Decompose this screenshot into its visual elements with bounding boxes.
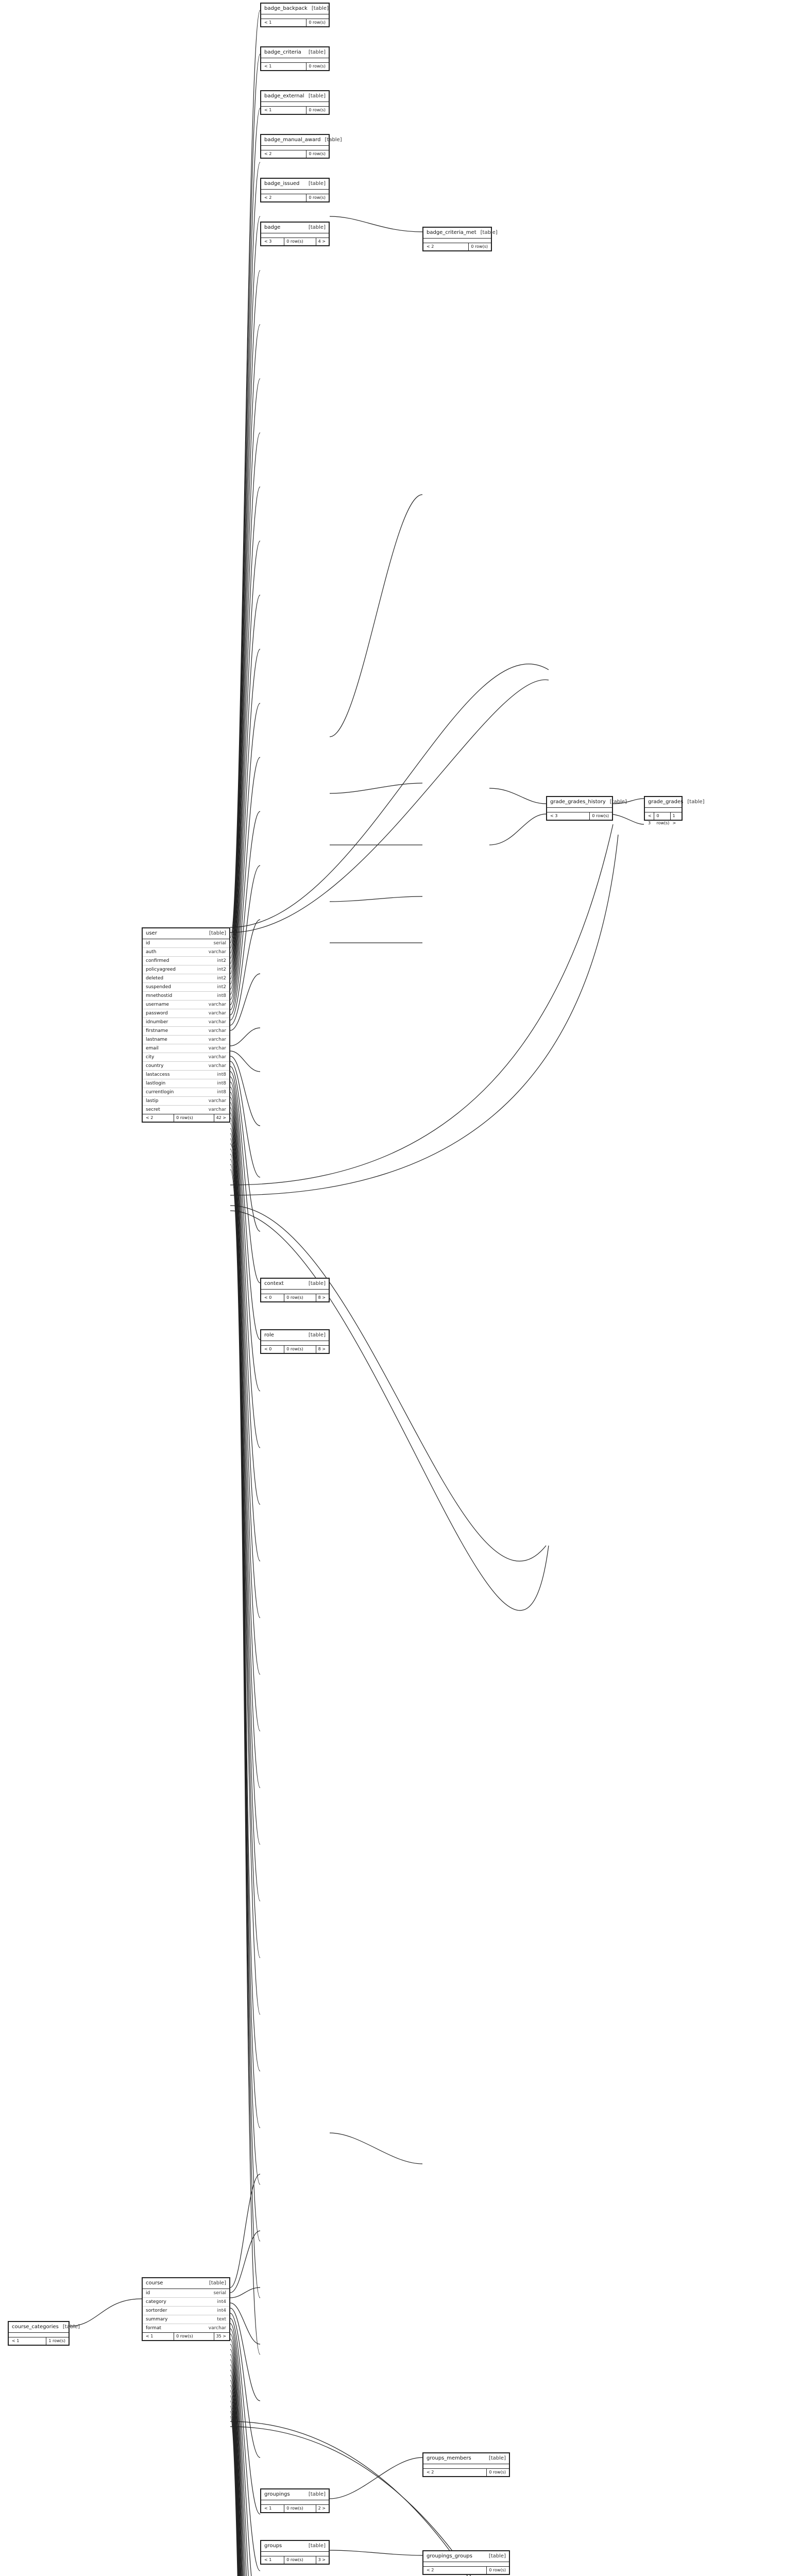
table-grade-grades[interactable] xyxy=(644,796,705,825)
row-count: 0 row(s) xyxy=(306,107,326,114)
child-count: 8 > xyxy=(316,1346,326,1353)
table-header xyxy=(143,2278,229,2289)
column-type: varchar xyxy=(208,1098,226,1104)
column-list xyxy=(143,939,229,1114)
row-count: 0 row(s) xyxy=(284,2505,303,2512)
table-footer xyxy=(261,2556,329,2564)
table-body xyxy=(9,2333,69,2337)
column-name: firstname xyxy=(146,1028,168,1033)
table-body xyxy=(261,1341,329,1346)
column-list xyxy=(143,2289,229,2333)
table-footer xyxy=(143,2333,229,2340)
table-name: groups xyxy=(264,2543,282,2549)
column-row xyxy=(143,1036,229,1044)
table-badge-criteria-met[interactable] xyxy=(422,227,498,251)
table-grade-grades-history[interactable] xyxy=(546,796,627,821)
column-type: varchar xyxy=(208,950,226,955)
table-context[interactable] xyxy=(260,1278,330,1302)
row-count: 0 row(s) xyxy=(284,1294,303,1301)
parent-count: < 2 xyxy=(146,1115,154,1120)
table-type: [table] xyxy=(488,2553,506,2559)
table-name: badge xyxy=(264,225,281,230)
table-type: [table] xyxy=(609,799,627,805)
parent-count: < 1 xyxy=(12,2338,20,2343)
table-groups[interactable] xyxy=(260,2540,330,2565)
table-name: groupings_groups xyxy=(427,2553,472,2559)
fk-line xyxy=(230,1206,546,1561)
table-header xyxy=(261,179,329,190)
column-name: country xyxy=(146,1063,164,1069)
fk-line xyxy=(330,2458,422,2499)
fk-line xyxy=(230,835,618,1195)
table-header xyxy=(143,928,229,939)
column-row xyxy=(143,2324,229,2332)
table-name: groupings xyxy=(264,2492,290,2497)
fk-line xyxy=(70,2299,142,2326)
column-name: sortorder xyxy=(146,2308,167,2313)
column-row xyxy=(143,1079,229,1088)
column-name: id xyxy=(146,2291,150,2296)
table-header xyxy=(261,2541,329,2552)
table-name: grade_grades_history xyxy=(550,799,606,805)
column-type: serial xyxy=(213,2291,226,2296)
table-type: [table] xyxy=(62,2324,80,2330)
column-name: category xyxy=(146,2299,166,2304)
table-body xyxy=(261,2500,329,2505)
fk-line xyxy=(230,824,613,1185)
table-footer xyxy=(645,812,682,825)
row-count: 0 row(s) xyxy=(589,812,609,820)
fk-line xyxy=(230,1211,549,1611)
table-body xyxy=(423,2562,509,2567)
column-row xyxy=(143,1088,229,1097)
table-footer xyxy=(261,19,329,26)
table-name: context xyxy=(264,1281,284,1286)
column-type: varchar xyxy=(208,1055,226,1060)
table-footer xyxy=(547,812,612,820)
column-row xyxy=(143,1071,229,1079)
table-user[interactable] xyxy=(142,927,230,1123)
column-type: varchar xyxy=(208,1028,226,1033)
fk-line xyxy=(608,814,644,824)
column-type: varchar xyxy=(208,1011,226,1016)
table-name: badge_external xyxy=(264,93,304,99)
table-body xyxy=(261,233,329,238)
table-header xyxy=(261,4,329,14)
row-count: 0 row(s) xyxy=(284,2556,303,2564)
column-row xyxy=(143,1001,229,1009)
row-count: 0 row(s) xyxy=(486,2469,506,2476)
row-count: 0 row(s) xyxy=(284,238,303,245)
column-type: varchar xyxy=(208,1063,226,1069)
child-count: 2 > xyxy=(316,2505,326,2512)
fk-line xyxy=(330,216,422,232)
table-course-categories[interactable] xyxy=(8,2321,80,2346)
parent-count: < 3 xyxy=(648,814,652,825)
child-count: 35 > xyxy=(214,2333,226,2340)
table-body xyxy=(423,239,491,243)
column-name: lastaccess xyxy=(146,1072,170,1077)
table-type: [table] xyxy=(308,1281,326,1286)
column-row xyxy=(143,1062,229,1071)
column-row xyxy=(143,1009,229,1018)
table-body xyxy=(261,146,329,150)
column-type: int2 xyxy=(217,985,226,990)
fk-line xyxy=(230,2231,260,2293)
table-footer xyxy=(261,63,329,70)
column-type: varchar xyxy=(208,1046,226,1051)
table-course[interactable] xyxy=(142,2277,230,2341)
column-row xyxy=(143,2289,229,2298)
table-body xyxy=(261,14,329,19)
table-type: [table] xyxy=(308,49,326,55)
row-count: 0 row(s) xyxy=(174,2333,193,2340)
row-count: 0 row(s) xyxy=(284,1346,303,1353)
fk-line xyxy=(230,664,549,927)
fk-line xyxy=(330,2550,422,2555)
column-type: int2 xyxy=(217,967,226,972)
fk-line xyxy=(330,495,422,737)
table-footer xyxy=(143,1114,229,1122)
column-row xyxy=(143,1027,229,1036)
column-row xyxy=(143,1106,229,1114)
column-row xyxy=(143,983,229,992)
table-type: [table] xyxy=(480,230,498,235)
fk-line xyxy=(330,783,422,793)
table-header xyxy=(261,223,329,233)
parent-count: < 1 xyxy=(264,2557,272,2562)
fk-line xyxy=(230,162,260,953)
column-name: secret xyxy=(146,1107,160,1112)
table-type: [table] xyxy=(308,2543,326,2549)
column-type: serial xyxy=(213,941,226,946)
child-count: 1 > xyxy=(670,812,678,820)
fk-line xyxy=(230,1051,260,1072)
parent-count: < 2 xyxy=(264,195,272,200)
child-count: 4 > xyxy=(316,238,326,245)
parent-count: < 2 xyxy=(427,244,434,249)
table-footer xyxy=(261,1294,329,1301)
fk-line xyxy=(230,270,260,963)
column-name: password xyxy=(146,1011,168,1016)
column-type: int8 xyxy=(217,1081,226,1086)
table-name: user xyxy=(146,930,157,936)
column-type: int2 xyxy=(217,958,226,963)
table-footer xyxy=(423,2469,509,2476)
table-type: [table] xyxy=(308,93,326,99)
parent-count: < 2 xyxy=(264,151,272,156)
fk-line xyxy=(489,814,546,845)
parent-count: < 1 xyxy=(146,2334,154,2338)
column-row xyxy=(143,2315,229,2324)
column-name: idnumber xyxy=(146,1020,168,1025)
table-name: course_categories xyxy=(12,2324,59,2330)
fk-line xyxy=(330,896,422,902)
parent-count: < 0 xyxy=(264,1347,272,1351)
table-header xyxy=(261,1330,329,1341)
row-count: 0 row(s) xyxy=(174,1114,193,1122)
parent-count: < 0 xyxy=(264,1295,272,1300)
column-row xyxy=(143,948,229,957)
table-footer xyxy=(261,150,329,158)
column-name: policyagreed xyxy=(146,967,176,972)
table-type: [table] xyxy=(325,137,342,143)
column-name: lastlogin xyxy=(146,1081,166,1086)
column-row xyxy=(143,957,229,965)
table-groupings[interactable] xyxy=(260,2488,330,2513)
parent-count: < 1 xyxy=(264,20,272,25)
column-row xyxy=(143,1018,229,1027)
table-type: [table] xyxy=(209,2280,226,2286)
table-header xyxy=(261,91,329,102)
column-name: city xyxy=(146,1055,155,1060)
row-count: 0 row(s) xyxy=(306,19,326,26)
column-type: int4 xyxy=(217,2299,226,2304)
row-count: 0 row(s) xyxy=(486,2567,506,2574)
table-footer xyxy=(9,2337,69,2345)
table-type: [table] xyxy=(687,799,705,805)
table-name: badge_manual_award xyxy=(264,137,321,143)
table-name: badge_criteria xyxy=(264,49,301,55)
table-badge[interactable] xyxy=(260,222,330,246)
table-header xyxy=(423,2453,509,2464)
child-count: 42 > xyxy=(214,1114,226,1122)
column-type: int8 xyxy=(217,1090,226,1095)
table-badge-criteria[interactable] xyxy=(260,46,330,71)
table-name: role xyxy=(264,1332,274,1338)
child-count: 8 > xyxy=(316,1294,326,1301)
table-name: badge_issued xyxy=(264,181,300,187)
parent-count: < 1 xyxy=(264,64,272,69)
table-body xyxy=(261,102,329,107)
table-body xyxy=(261,1290,329,1294)
table-name: badge_backpack xyxy=(264,6,308,11)
table-type: [table] xyxy=(311,6,329,11)
table-badge-manual-award[interactable] xyxy=(260,134,342,159)
table-type: [table] xyxy=(488,2455,506,2461)
table-header xyxy=(423,2551,509,2562)
table-badge-issued[interactable] xyxy=(260,178,330,202)
column-type: int2 xyxy=(217,976,226,981)
column-name: confirmed xyxy=(146,958,169,963)
column-type: int8 xyxy=(217,1072,226,1077)
column-type: int4 xyxy=(217,2308,226,2313)
row-count: 0 row(s) xyxy=(468,243,488,250)
column-row xyxy=(143,992,229,1001)
parent-count: < 2 xyxy=(427,2470,434,2475)
row-count: 0 row(s) xyxy=(306,194,326,201)
column-name: auth xyxy=(146,950,157,955)
column-name: mnethostid xyxy=(146,993,173,998)
table-name: course xyxy=(146,2280,163,2286)
column-row xyxy=(143,965,229,974)
row-count: 0 row(s) xyxy=(654,812,670,820)
column-row xyxy=(143,2307,229,2315)
table-badge-external[interactable] xyxy=(260,90,330,115)
column-type: varchar xyxy=(208,1002,226,1007)
parent-count: < 2 xyxy=(427,2568,434,2572)
column-name: summary xyxy=(146,2317,168,2322)
column-name: currentlogin xyxy=(146,1090,174,1095)
column-name: lastname xyxy=(146,1037,167,1042)
fk-line xyxy=(230,1028,260,1046)
table-body xyxy=(423,2464,509,2469)
table-body xyxy=(547,808,612,812)
column-name: deleted xyxy=(146,976,164,981)
table-header xyxy=(547,797,627,808)
column-type: text xyxy=(217,2317,226,2322)
table-footer xyxy=(423,2567,509,2574)
table-header xyxy=(261,2489,329,2500)
parent-count: < 1 xyxy=(264,2506,272,2511)
table-footer xyxy=(261,238,329,245)
table-groupings-groups[interactable] xyxy=(422,2550,510,2575)
column-row xyxy=(143,1053,229,1062)
table-type: [table] xyxy=(308,1332,326,1338)
table-header xyxy=(261,1279,329,1290)
row-count: 0 row(s) xyxy=(306,150,326,158)
table-header xyxy=(645,797,705,808)
child-count: 3 > xyxy=(316,2556,326,2564)
table-body xyxy=(261,58,329,63)
table-groups-members[interactable] xyxy=(422,2452,510,2477)
column-row xyxy=(143,2298,229,2307)
column-name: email xyxy=(146,1046,159,1051)
table-body xyxy=(261,190,329,194)
fk-line xyxy=(330,2133,422,2164)
column-name: username xyxy=(146,1002,169,1007)
table-body xyxy=(645,808,682,812)
table-footer xyxy=(423,243,491,250)
column-type: varchar xyxy=(208,2326,226,2331)
column-name: format xyxy=(146,2326,162,2331)
parent-count: < 3 xyxy=(264,239,272,244)
table-footer xyxy=(261,1346,329,1353)
parent-count: < 3 xyxy=(550,814,558,818)
table-type: [table] xyxy=(308,2492,326,2497)
table-type: [table] xyxy=(308,181,326,187)
column-row xyxy=(143,1097,229,1106)
table-name: grade_grades xyxy=(648,799,684,805)
column-row xyxy=(143,974,229,983)
fk-line xyxy=(489,788,546,804)
parent-count: < 1 xyxy=(264,108,272,112)
table-header xyxy=(261,135,342,146)
column-type: varchar xyxy=(208,1037,226,1042)
column-row xyxy=(143,1044,229,1053)
fk-line xyxy=(230,1133,260,1958)
column-name: lastip xyxy=(146,1098,159,1104)
column-type: varchar xyxy=(208,1107,226,1112)
table-name: groups_members xyxy=(427,2455,471,2461)
table-footer xyxy=(261,2505,329,2512)
row-count: 1 row(s) xyxy=(46,2337,65,2345)
column-type: varchar xyxy=(208,1020,226,1025)
table-header xyxy=(423,228,498,239)
column-name: suspended xyxy=(146,985,171,990)
table-role[interactable] xyxy=(260,1329,330,1354)
column-row xyxy=(143,939,229,948)
table-header xyxy=(261,47,329,58)
table-body xyxy=(261,2552,329,2556)
column-name: id xyxy=(146,941,150,946)
table-type: [table] xyxy=(209,930,226,936)
table-footer xyxy=(261,194,329,201)
table-header xyxy=(9,2322,80,2333)
table-badge-backpack[interactable] xyxy=(260,3,330,27)
row-count: 0 row(s) xyxy=(306,63,326,70)
fk-line xyxy=(230,680,549,933)
table-footer xyxy=(261,107,329,114)
table-name: badge_criteria_met xyxy=(427,230,476,235)
table-type: [table] xyxy=(308,225,326,230)
column-type: int8 xyxy=(217,993,226,998)
